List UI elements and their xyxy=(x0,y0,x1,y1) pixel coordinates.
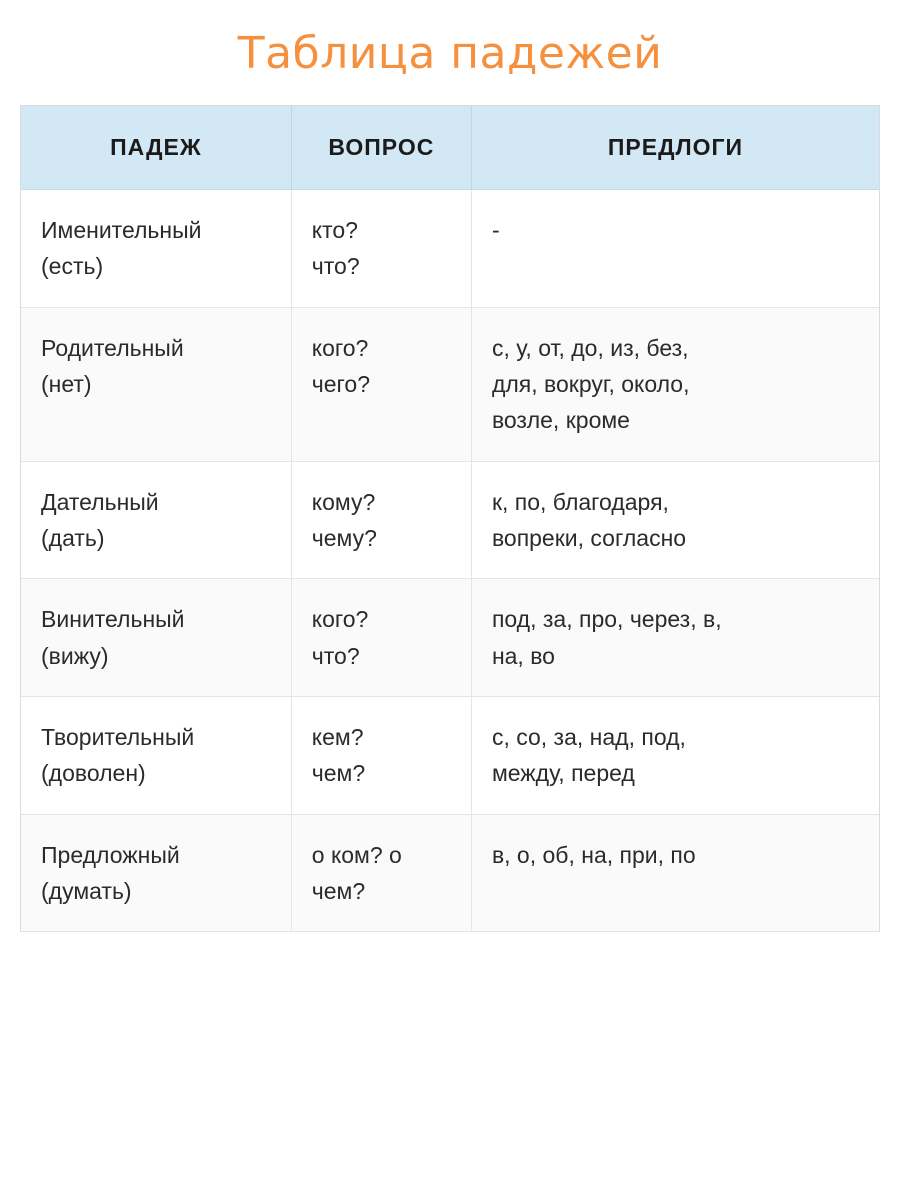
case-hint: (есть) xyxy=(41,253,104,280)
question-line: кого? xyxy=(311,606,369,633)
page-title: Таблица падежей xyxy=(237,28,663,79)
table-header xyxy=(21,106,879,190)
cell-question xyxy=(291,461,471,579)
case-name: Творительный xyxy=(41,723,195,750)
question-line: кем? xyxy=(311,723,364,750)
case-name: Винительный xyxy=(41,606,185,633)
cell-case xyxy=(21,579,291,697)
question-line: о ком? о xyxy=(311,841,402,868)
prepositions-line: в, о, об, на, при, по xyxy=(491,841,696,868)
table-row xyxy=(21,307,879,461)
case-hint: (дать) xyxy=(41,524,105,551)
question-line: кто? xyxy=(311,217,358,243)
case-hint: (нет) xyxy=(41,370,92,397)
cell-prepositions xyxy=(471,461,879,579)
column-header-question: ВОПРОС xyxy=(291,106,471,190)
case-name: Родительный xyxy=(41,334,184,361)
table-row xyxy=(21,461,879,579)
cell-question xyxy=(291,579,471,697)
case-hint: (вижу) xyxy=(41,642,109,669)
table-row xyxy=(21,190,879,308)
cell-case xyxy=(21,461,291,579)
question-line: что? xyxy=(311,642,360,669)
cell-case xyxy=(21,696,291,814)
cell-case xyxy=(21,307,291,461)
cases-table-container xyxy=(20,105,880,932)
prepositions-line: с, со, за, над, под, xyxy=(491,723,686,750)
cell-prepositions xyxy=(471,696,879,814)
cell-prepositions xyxy=(471,579,879,697)
question-line: кому? xyxy=(311,488,376,515)
prepositions-line: - xyxy=(491,217,500,243)
question-line: чем? xyxy=(311,877,366,904)
cases-table xyxy=(21,106,879,932)
case-name: Именительный xyxy=(41,217,202,243)
question-line: чему? xyxy=(311,524,377,551)
cell-prepositions xyxy=(471,814,879,932)
prepositions-line: под, за, про, через, в, xyxy=(491,606,722,633)
prepositions-line: к, по, благодаря, xyxy=(491,488,669,515)
question-line: чего? xyxy=(311,370,371,397)
prepositions-line: возле, кроме xyxy=(491,407,630,434)
column-header-case: ПАДЕЖ xyxy=(21,106,291,190)
prepositions-line: вопреки, согласно xyxy=(491,524,687,551)
cell-case xyxy=(21,190,291,308)
cell-question xyxy=(291,190,471,308)
column-header-prepositions: ПРЕДЛОГИ xyxy=(471,106,879,190)
table-row xyxy=(21,814,879,932)
case-name: Предложный xyxy=(41,841,180,868)
case-hint: (доволен) xyxy=(41,760,146,787)
cell-case xyxy=(21,814,291,932)
prepositions-line: для, вокруг, около, xyxy=(491,370,690,397)
cell-question xyxy=(291,696,471,814)
table-row xyxy=(21,696,879,814)
prepositions-line: с, у, от, до, из, без, xyxy=(491,334,689,361)
cell-prepositions xyxy=(471,190,879,308)
table-row xyxy=(21,579,879,697)
cell-question xyxy=(291,307,471,461)
prepositions-line: между, перед xyxy=(491,760,635,787)
table-body xyxy=(21,190,879,932)
prepositions-line: на, во xyxy=(491,642,555,669)
case-hint: (думать) xyxy=(41,877,132,904)
question-line: кого? xyxy=(311,334,369,361)
case-name: Дательный xyxy=(41,488,159,515)
cell-question xyxy=(291,814,471,932)
cell-prepositions xyxy=(471,307,879,461)
question-line: что? xyxy=(311,253,360,280)
question-line: чем? xyxy=(311,760,366,787)
table-header-row xyxy=(21,106,879,190)
